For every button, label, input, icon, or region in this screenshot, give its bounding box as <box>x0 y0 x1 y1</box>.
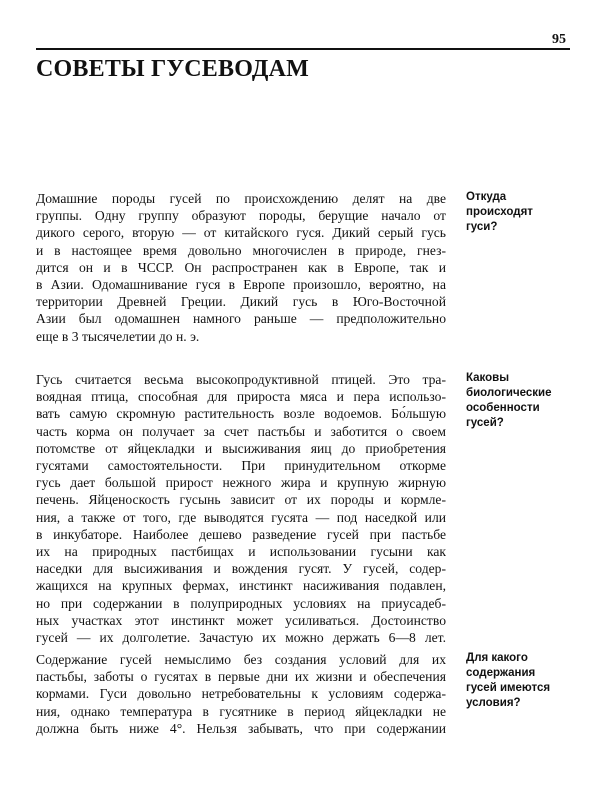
text-line: кормами. Гуси довольно нетребовательны к условиям содержа- <box>36 686 446 702</box>
text-line: ных участках этот инстинкт может усиливаться. Достоинство <box>36 612 446 628</box>
text-line: Азии был одомашнен намного раньше — предположительно <box>36 311 446 327</box>
section-body <box>36 651 446 737</box>
text-line: воядная птица, способная для прироста мяса и пера использо- <box>36 389 446 405</box>
section-body <box>36 371 446 646</box>
text-line: группы. Одну группу образуют породы, берущие начало от <box>36 208 446 224</box>
text-line: ния, а также от того, где выводятся гусята — под наседкой или <box>36 509 446 525</box>
text-line: в инкубаторе. Наиболее дешево разведение гусей при пастьбе <box>36 526 446 542</box>
section-body <box>36 190 446 345</box>
question-line: особенности <box>466 402 540 414</box>
chapter-title: СОВЕТЫ ГУСЕВОДАМ <box>36 56 309 82</box>
text-line: гусь дает большой прирост нежного жира и крупную жирную <box>36 475 446 491</box>
margin-question <box>466 190 570 235</box>
text-line: но при содержании в полуприродных условиях на приусадеб- <box>36 595 446 611</box>
question-line: условия? <box>466 697 521 709</box>
header-rule <box>36 48 570 50</box>
text-line: дикого серого, вторую — от китайского гуся. Дикий серый гусь <box>36 225 446 241</box>
margin-question <box>466 371 570 431</box>
question-line: гуси? <box>466 221 498 233</box>
text-line: и в настоящее время довольно многочислен в природе, гнез- <box>36 242 446 258</box>
text-line: пастьбы, заботы о гусятах в первые дни их жизни и обеспечения <box>36 669 446 685</box>
page-number: 95 <box>552 32 566 47</box>
text-line: потомстве от яйцекладки и высиживания яиц до приобретения <box>36 440 446 456</box>
margin-question <box>466 651 570 711</box>
text-line: ния, однако температура в гусятнике в период яйцекладки не <box>36 703 446 719</box>
text-line: печень. Яйценоскость гусынь зависит от их породы и кормле- <box>36 492 446 508</box>
question-line: содержания <box>466 667 536 679</box>
question-line: происходят <box>466 206 533 218</box>
text-line: жащихся на крупных фермах, инстинкт насиживания подавлен, <box>36 578 446 594</box>
text-line: часть корма он получает за счет пастьбы и заботится о своем <box>36 423 446 439</box>
text-line: территории Древней Греции. Дикий гусь в Юго-Восточной <box>36 294 446 310</box>
text-line: вать самую скромную растительность возле водоемов. Бо́льшую <box>36 406 446 422</box>
text-line: Домашние породы гусей по происхождению делят на две <box>36 191 446 206</box>
text-line: Содержание гусей немыслимо без создания условий для их <box>36 652 446 667</box>
question-line: Каковы <box>466 372 510 384</box>
text-line: дится он и в ЧССР. Он распространен как в Европе, так и <box>36 259 446 275</box>
question-line: Для какого <box>466 652 528 664</box>
text-line: должна быть ниже 4°. Нельзя забывать, что при содержании <box>36 720 446 736</box>
text-line: их на природных пастбищах и использовании гусыни как <box>36 544 446 560</box>
question-line: гусей? <box>466 417 504 429</box>
question-line: биологические <box>466 387 552 399</box>
question-line: Откуда <box>466 191 507 203</box>
text-line: гусятами самостоятельности. При принудительном откорме <box>36 458 446 474</box>
text-line: еще в 3 тысячелетии до н. э. <box>36 328 200 344</box>
text-line: в Азии. Одомашнивание гуся в Европе произошло, вероятно, на <box>36 277 446 293</box>
text-line: Гусь считается весьма высокопродуктивной птицей. Это тра- <box>36 372 446 387</box>
question-line: гусей имеются <box>466 682 551 694</box>
text-line: наседки для высиживания и вождения гусят. У гусей, содер- <box>36 561 446 577</box>
text-line: гусей — их долголетие. Зачастую их можно держать 6—8 лет. <box>36 630 446 646</box>
